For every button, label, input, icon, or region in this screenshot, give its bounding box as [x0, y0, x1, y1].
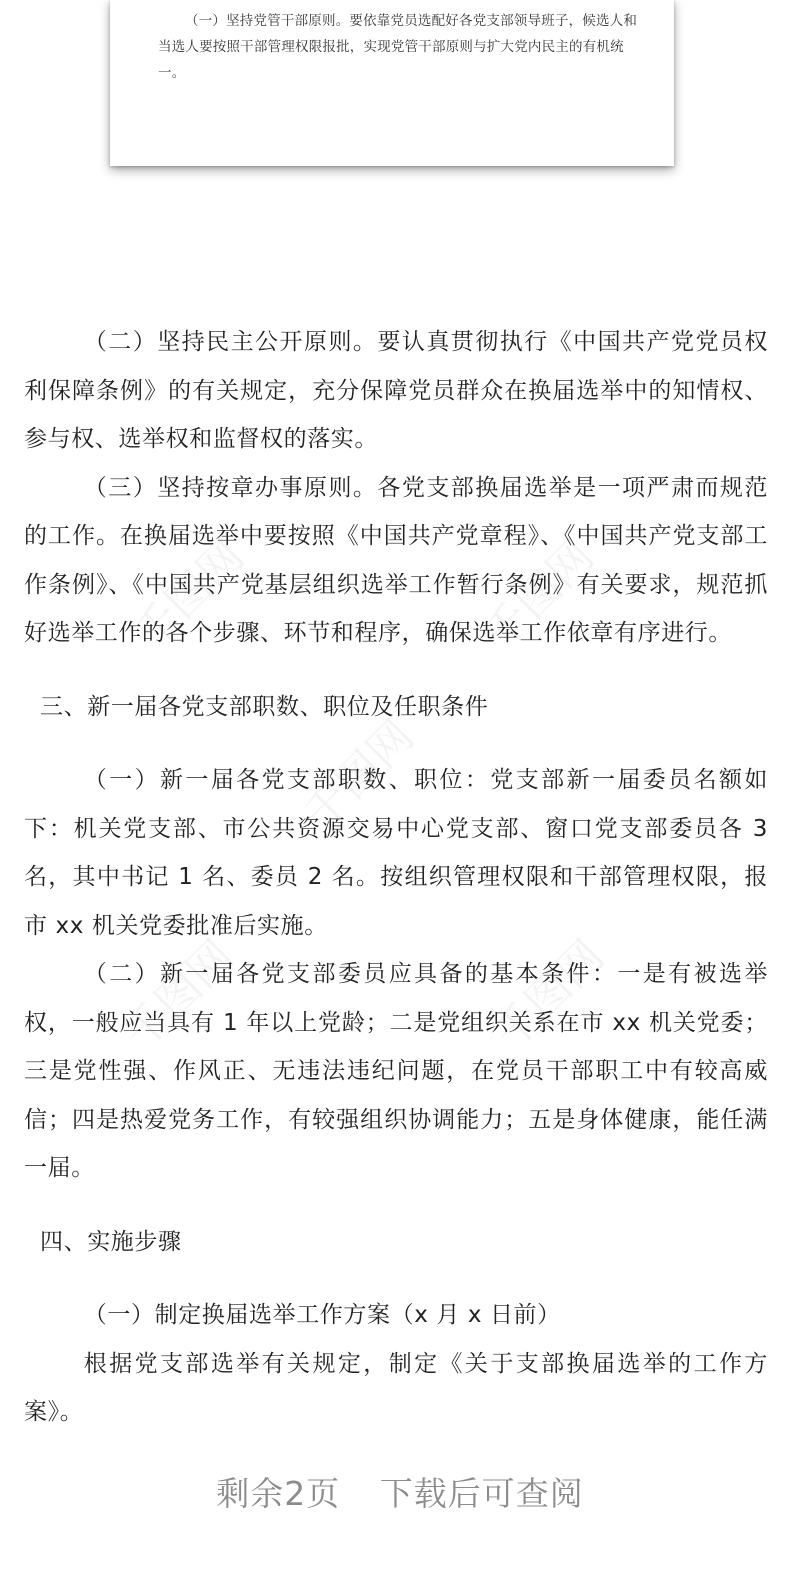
- preview-text-block: [158, 8, 638, 86]
- paragraph-step-1-detail: 根据党支部选举有关规定，制定《关于支部换届选举的工作方案》。: [24, 1350, 768, 1425]
- section-heading-3: 三、新一届各党支部职数、职位及任职条件: [40, 693, 489, 720]
- download-to-view-hint: 下载后可查阅: [379, 1474, 584, 1513]
- section-heading-4: 四、实施步骤: [40, 1228, 182, 1255]
- paragraph-democratic-principle: （二）坚持民主公开原则。要认真贯彻执行《中国共产党党员权利保障条例》的有关规定，充分保障党员群众在换届选举中的知情权、参与权、选举权和监督权的落实。: [24, 329, 768, 452]
- paragraph-step-1: （一）制定换届选举工作方案（x 月 x 日前）: [83, 1302, 561, 1328]
- preview-paragraph: （一）坚持党管干部原则。要依靠党员选配好各党支部领导班子，候选人和当选人要按照干部管理权限报批，实现党管干部原则与扩大党内民主的有机统一。: [158, 13, 638, 81]
- preview-page-card: [110, 0, 674, 166]
- spacer: [24, 1266, 768, 1291]
- paragraph-qualifications: （二）新一届各党支部委员应具备的基本条件：一是有被选举权，一般应当具有 1 年以上党龄；二是党组织关系在市 xx 机关党委；三是党性强、作风正、无违法违纪问题，在党员干部职工中有较高威信；四是热爱党务工作，有较强组织协调能力；五是身体健康，能任满一届。: [24, 961, 768, 1181]
- spacer: [24, 731, 768, 756]
- paragraph-positions: （一）新一届各党支部职数、职位：党支部新一届委员名额如下：机关党支部、市公共资源交易中心党支部、窗口党支部委员各 3 名，其中书记 1 名、委员 2 名。按组织管理权限和干部管理权限，报市 xx 机关党委批准后实施。: [24, 767, 768, 939]
- spacer: [24, 1193, 768, 1218]
- document-body: [24, 318, 768, 1437]
- remaining-pages-banner[interactable]: [0, 1468, 800, 1515]
- spacer: [24, 658, 768, 683]
- remaining-pages-count: 剩余2页: [216, 1474, 341, 1513]
- paragraph-regulation-principle: （三）坚持按章办事原则。各党支部换届选举是一项严肃而规范的工作。在换届选举中要按照《中国共产党章程》、《中国共产党支部工作条例》、《中国共产党基层组织选举工作暂行条例》有关要求，规范抓好选举工作的各个步骤、环节和程序，确保选举工作依章有序进行。: [24, 474, 768, 646]
